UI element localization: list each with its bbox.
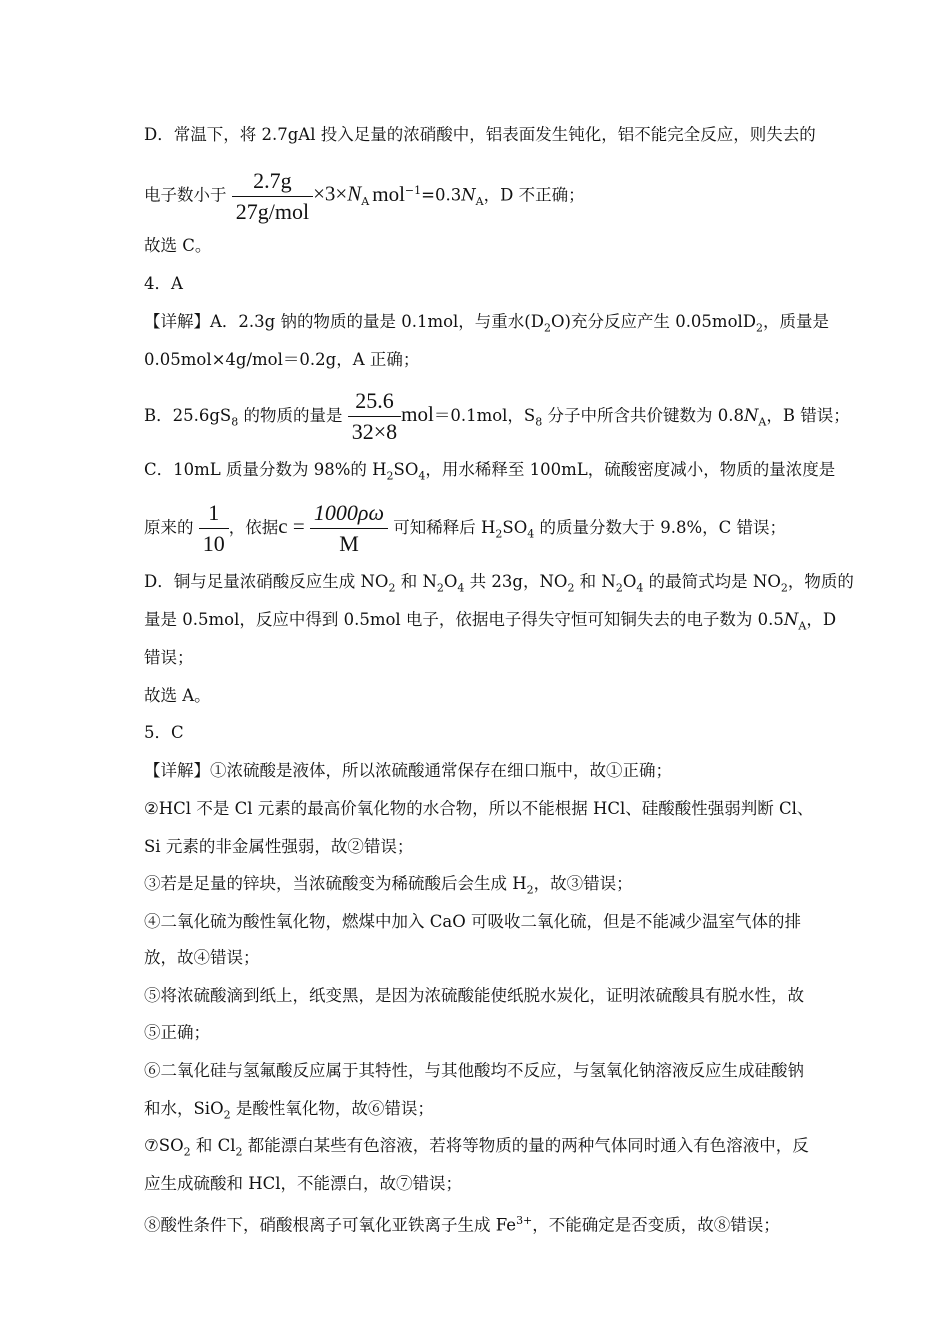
text-line: [144, 1060, 810, 1082]
text: 应生成硫酸和 HCl，不能漂白，故⑦错误；: [144, 1174, 463, 1193]
text: 和 Cl: [190, 1136, 236, 1155]
subscript: 8: [231, 415, 239, 429]
text-line: [144, 459, 836, 487]
text-line: [144, 836, 810, 858]
subscript: 4: [527, 527, 535, 541]
subscript: 2: [780, 581, 788, 595]
text: 原来的: [144, 518, 194, 537]
text: 【详解】①浓硫酸是液体，所以浓硫酸通常保存在细口瓶中，故①正确；: [144, 761, 672, 780]
text: ⑤将浓硫酸滴到纸上，纸变黑，是因为浓硫酸能使纸脱水炭化，证明浓硫酸具有脱水性，故: [144, 986, 804, 1005]
text: =0.3: [421, 185, 462, 205]
text-line-formula: [144, 500, 810, 556]
text: ③若是足量的锌块，当浓硫酸变为稀硫酸后会生成 H: [144, 874, 527, 893]
text-line: [144, 685, 810, 707]
math-unit: mol: [401, 402, 434, 426]
text: 是酸性氧化物，故⑥错误；: [230, 1099, 434, 1118]
text-line: [144, 311, 830, 339]
text: 和 N: [395, 572, 437, 591]
text: 和 N: [574, 572, 616, 591]
text: SO: [502, 518, 528, 537]
fraction: [310, 500, 388, 557]
text: 可知稀释后 H: [393, 518, 496, 537]
text: 量是 0.5mol，反应中得到 0.5mol 电子，依据电子得失守恒可知铜失去的电子数为 0.5: [144, 610, 784, 629]
math-var: N: [783, 610, 799, 629]
text: ，物质的: [787, 572, 854, 591]
text: C．10mL 质量分数为 98%的 H: [144, 460, 387, 479]
text: 错误；: [144, 648, 194, 667]
fraction: [232, 168, 313, 225]
text: 都能漂白某些有色溶液，若将等物质的量的两种气体同时通入有色溶液中，反: [242, 1136, 809, 1155]
text-line: [144, 985, 810, 1007]
text: Si 元素的非金属性强弱，故②错误；: [144, 837, 414, 856]
text: 【详解】A．2.3g 钠的物质的量是 0.1mol，与重水(D: [144, 312, 544, 331]
text: ⑧酸性条件下，硝酸根离子可氧化亚铁离子生成 Fe: [144, 1215, 517, 1235]
subscript: 2: [543, 321, 551, 335]
text: ⑤正确；: [144, 1023, 210, 1042]
text: O: [443, 572, 458, 591]
subscript: 2: [388, 581, 396, 595]
text: ②HCl 不是 Cl 元素的最高价氧化物的水合物，所以不能根据 HCl、硅酸酸性强弱判断 Cl、: [144, 799, 814, 818]
text-line: [144, 760, 810, 782]
text: SO: [393, 460, 419, 479]
subscript: A: [758, 415, 767, 429]
subscript: 2: [386, 469, 394, 483]
text-line: [144, 647, 810, 669]
text: ，用水稀释至 100mL，硫酸密度减小，物质的量浓度是: [425, 460, 836, 479]
text: 的最简式均是 NO: [643, 572, 781, 591]
fraction-denominator: 10: [202, 531, 225, 556]
text-line: [144, 273, 810, 295]
fraction-numerator: 1: [199, 500, 229, 529]
math: c =: [278, 514, 310, 538]
text: 分子中所含共价键数为 0.8: [542, 406, 744, 425]
fraction-denominator: 27g/mol: [235, 198, 310, 224]
math-var: N: [743, 406, 759, 425]
text: ，D 不正确；: [483, 185, 585, 205]
text-line: [144, 571, 854, 599]
superscript: −1: [404, 184, 422, 197]
text: ④二氧化硫为酸性氧化物，燃煤中加入 CaO 可吸收二氧化硫，但是不能减少温室气体的排: [144, 912, 801, 931]
text-line: [144, 124, 816, 146]
text: ，依据: [228, 518, 279, 537]
text: 电子数小于: [144, 185, 227, 205]
text: 共 23g，NO: [464, 572, 568, 591]
text: 的物质的量是: [238, 406, 343, 425]
text-line: [144, 1022, 810, 1044]
subscript: 2: [615, 581, 623, 595]
math-var: N: [461, 185, 476, 205]
text: 4．A: [144, 274, 183, 293]
text-line: [144, 1135, 810, 1163]
text-line: [144, 349, 810, 371]
fraction-numerator: 25.6: [348, 388, 401, 417]
text: 的质量分数大于 9.8%，C 错误；: [534, 518, 787, 537]
text-line: [144, 1210, 810, 1237]
text: ，故③错误；: [533, 874, 633, 893]
text: 放，故④错误；: [144, 948, 260, 967]
fraction: [199, 500, 229, 557]
superscript: 3+: [516, 1214, 533, 1227]
text-line: [144, 609, 837, 637]
subscript: A: [798, 619, 807, 633]
text: 故选 C。: [144, 236, 212, 255]
text-line: [144, 722, 810, 744]
text: 5．C: [144, 723, 184, 742]
subscript: 2: [526, 883, 534, 897]
text-line: [144, 911, 810, 933]
subscript: A: [361, 194, 370, 208]
subscript: 2: [436, 581, 444, 595]
text: O: [622, 572, 637, 591]
subscript: 4: [636, 581, 644, 595]
math: ×3×: [313, 181, 348, 206]
text-line: [144, 235, 810, 257]
fraction-denominator: 32×8: [351, 419, 398, 444]
fraction: [348, 388, 401, 445]
text: ，B 错误；: [766, 406, 850, 425]
subscript: 2: [235, 1145, 243, 1159]
subscript: 2: [756, 321, 764, 335]
text-line: [144, 947, 810, 969]
text: ⑥二氧化硅与氢氟酸反应属于其特性，与其他酸均不反应，与氢氧化钠溶液反应生成硅酸钠: [144, 1061, 804, 1080]
subscript: 2: [223, 1108, 231, 1122]
text: ，质量是: [763, 312, 830, 331]
fraction-denominator: M: [339, 531, 359, 556]
text: ⑦SO: [144, 1136, 184, 1155]
text: D．常温下，将 2.7gAl 投入足量的浓硝酸中，铝表面发生钝化，铝不能完全反应，则失去的: [144, 125, 816, 144]
subscript: A: [475, 194, 484, 208]
text: O)充分反应产生 0.05molD: [550, 312, 757, 331]
fraction-numerator: 2.7g: [232, 168, 313, 197]
subscript: 4: [418, 469, 426, 483]
subscript: 8: [535, 415, 543, 429]
subscript: 2: [183, 1145, 191, 1159]
text: ，不能确定是否变质，故⑧错误；: [532, 1215, 780, 1235]
text-line-formula: [144, 388, 850, 444]
text: 和水，SiO: [144, 1099, 224, 1118]
subscript: 2: [567, 581, 575, 595]
text-line: [144, 1098, 810, 1126]
text-line: [144, 1173, 810, 1195]
math-var: N: [347, 181, 362, 206]
fraction-numerator: 1000ρω: [310, 500, 388, 529]
text: 0.05mol×4g/mol＝0.2g，A 正确；: [144, 350, 420, 369]
text: ＝0.1mol，S: [433, 406, 536, 425]
text: D．铜与足量浓硝酸反应生成 NO: [144, 572, 389, 591]
subscript: 4: [457, 581, 465, 595]
text: 故选 A。: [144, 686, 211, 705]
text-line-formula: [144, 166, 810, 224]
text: ，D: [806, 610, 837, 629]
math-unit: mol: [372, 181, 405, 206]
subscript: 2: [495, 527, 503, 541]
text-line: [144, 798, 814, 820]
text-line: [144, 873, 810, 901]
text: B．25.6gS: [144, 406, 232, 425]
